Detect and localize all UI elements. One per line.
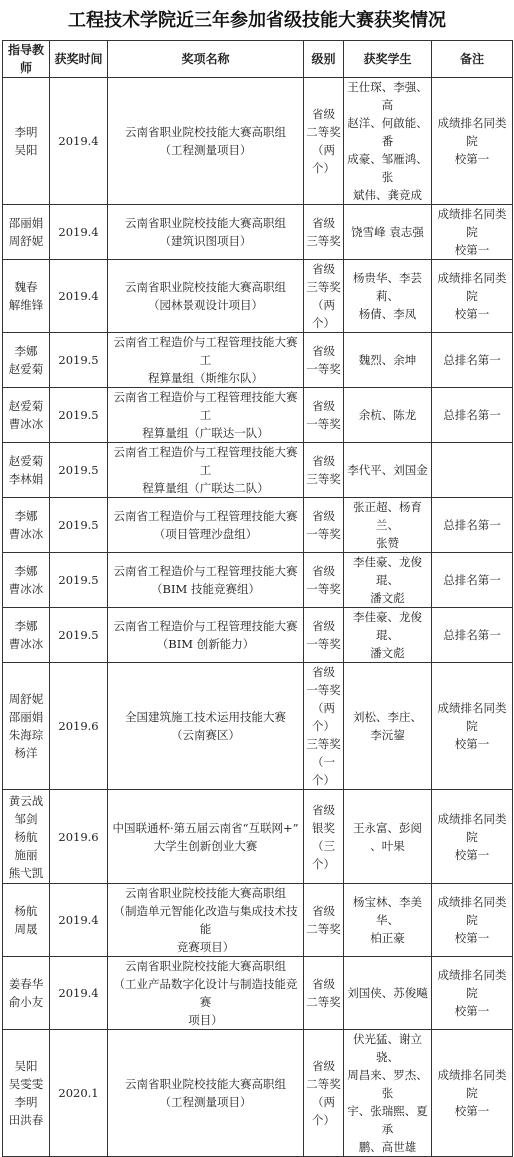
date-cell: 2019.5 (50, 443, 108, 498)
header-award: 奖项名称 (108, 41, 304, 78)
students-cell: 李佳豪、龙俊琨、 潘文彪 (344, 553, 432, 608)
date-cell: 2020.1 (50, 1030, 108, 1157)
teacher-cell: 李娜 曹冰冰 (3, 608, 50, 663)
students-cell: 刘松、李庄、 李沅鋆 (344, 663, 432, 790)
header-row (3, 41, 513, 78)
table-row (3, 884, 513, 957)
note-cell: 成绩排名同类院 校第一 (432, 884, 513, 957)
students-cell: 张正超、杨育兰、 张赞 (344, 498, 432, 553)
date-cell: 2019.4 (50, 78, 108, 205)
date-cell: 2019.5 (50, 333, 108, 388)
award-cell: 云南省工程造价与工程管理技能大赛工 程算量组（广联达一队） (108, 388, 304, 443)
students-cell: 伏光猛、谢立骁、 周昌来、罗杰、张 宇、张瑞熙、夏承 鹏、高世雄 (344, 1030, 432, 1157)
award-cell: 云南省职业院校技能大赛高职组 （工业产品数字化设计与制造技能竞赛 项目） (108, 957, 304, 1030)
note-cell: 成绩排名同类院 校第一 (432, 78, 513, 205)
date-cell: 2019.4 (50, 205, 108, 260)
date-cell: 2019.4 (50, 957, 108, 1030)
students-cell: 杨宝林、李美华、 柏正豪 (344, 884, 432, 957)
teacher-cell: 魏春 解维锋 (3, 260, 50, 333)
note-cell: 总排名第一 (432, 388, 513, 443)
note-cell: 总排名第一 (432, 553, 513, 608)
table-row (3, 553, 513, 608)
level-cell: 省级 一等奖 (304, 553, 344, 608)
award-cell: 云南省工程造价与工程管理技能大赛工 程算量组（斯维尔队） (108, 333, 304, 388)
note-cell: 成绩排名同类院 校第一 (432, 260, 513, 333)
level-cell: 省级 一等奖 (304, 388, 344, 443)
teacher-cell: 赵爱菊 李林娟 (3, 443, 50, 498)
level-cell: 省级 一等奖 （两个） 三等奖 （一个） (304, 663, 344, 790)
date-cell: 2019.5 (50, 608, 108, 663)
header-students: 获奖学生 (344, 41, 432, 78)
award-cell: 云南省工程造价与工程管理技能大赛工 程算量组（广联达二队） (108, 443, 304, 498)
date-cell: 2019.5 (50, 498, 108, 553)
level-cell: 省级 二等奖 （两个） (304, 78, 344, 205)
teacher-cell: 黄云战 邹剑 杨航 施丽 熊弋凯 (3, 790, 50, 884)
level-cell: 省级 银奖 （三个） (304, 790, 344, 884)
teacher-cell: 李娜 曹冰冰 (3, 553, 50, 608)
level-cell: 省级 二等奖 （两个） (304, 1030, 344, 1157)
teacher-cell: 李娜 曹冰冰 (3, 498, 50, 553)
table-row (3, 663, 513, 790)
date-cell: 2019.4 (50, 260, 108, 333)
note-cell: 成绩排名同类院 校第一 (432, 1030, 513, 1157)
note-cell (432, 443, 513, 498)
level-cell: 省级 三等奖 (304, 205, 344, 260)
award-cell: 全国建筑施工技术运用技能大赛 （云南赛区） (108, 663, 304, 790)
note-cell: 总排名第一 (432, 333, 513, 388)
award-cell: 云南省职业院校技能大赛高职组 （园林景观设计项目） (108, 260, 304, 333)
date-cell: 2019.4 (50, 884, 108, 957)
level-cell: 省级 三等奖 (304, 443, 344, 498)
header-teacher: 指导教师 (3, 41, 50, 78)
students-cell: 魏烈、余坤 (344, 333, 432, 388)
note-cell: 成绩排名同类院 校第一 (432, 663, 513, 790)
level-cell: 省级 一等奖 (304, 498, 344, 553)
award-cell: 云南省工程造价与工程管理技能大赛 （BIM 技能竞赛组） (108, 553, 304, 608)
note-cell: 总排名第一 (432, 498, 513, 553)
award-cell: 云南省职业院校技能大赛高职组 （建筑识图项目） (108, 205, 304, 260)
teacher-cell: 姜春华 俞小友 (3, 957, 50, 1030)
note-cell: 成绩排名同类院 校第一 (432, 205, 513, 260)
table-row (3, 260, 513, 333)
date-cell: 2019.6 (50, 790, 108, 884)
note-cell: 成绩排名同类院 校第一 (432, 790, 513, 884)
award-cell: 云南省职业院校技能大赛高职组 （工程测量项目） (108, 78, 304, 205)
note-cell: 成绩排名同类院 校第一 (432, 957, 513, 1030)
level-cell: 省级 一等奖 (304, 333, 344, 388)
award-cell: 云南省工程造价与工程管理技能大赛 （BIM 创新能力） (108, 608, 304, 663)
page-title: 工程技术学院近三年参加省级技能大赛获奖情况 (68, 10, 446, 31)
students-cell: 李佳豪、龙俊琨、 潘文彪 (344, 608, 432, 663)
table-row (3, 205, 513, 260)
table-row (3, 608, 513, 663)
teacher-cell: 杨航 周晟 (3, 884, 50, 957)
table-row (3, 78, 513, 205)
date-cell: 2019.5 (50, 553, 108, 608)
table-row (3, 790, 513, 884)
table-row (3, 498, 513, 553)
teacher-cell: 邵丽娟 周舒妮 (3, 205, 50, 260)
teacher-cell: 李明 吴阳 (3, 78, 50, 205)
students-cell: 刘国侠、苏俊飚 (344, 957, 432, 1030)
teacher-cell: 赵爱菊 曹冰冰 (3, 388, 50, 443)
level-cell: 省级 二等奖 (304, 884, 344, 957)
award-cell: 中国联通杯·第五届云南省“互联网+” 大学生创新创业大赛 (108, 790, 304, 884)
students-cell: 杨贵华、李芸莉、 杨倩、李凤 (344, 260, 432, 333)
table-row (3, 957, 513, 1030)
level-cell: 省级 二等奖 (304, 957, 344, 1030)
teacher-cell: 吴阳 吴雯雯 李明 田洪春 (3, 1030, 50, 1157)
table-row (3, 388, 513, 443)
students-cell: 王仕琛、李强、高 赵洋、何啟能、番 成豪、邹雁鸿、张 斌伟、龚竞成 (344, 78, 432, 205)
header-level: 级别 (304, 41, 344, 78)
awards-table (2, 40, 513, 1157)
students-cell: 饶雪峰 袁志强 (344, 205, 432, 260)
students-cell: 李代平、刘国金 (344, 443, 432, 498)
students-cell: 余杭、陈龙 (344, 388, 432, 443)
teacher-cell: 李娜 赵爱菊 (3, 333, 50, 388)
teacher-cell: 周舒妮 邵丽娟 朱海琮 杨洋 (3, 663, 50, 790)
table-row (3, 443, 513, 498)
students-cell: 王永富、彭阅 、叶果 (344, 790, 432, 884)
date-cell: 2019.5 (50, 388, 108, 443)
note-cell: 总排名第一 (432, 608, 513, 663)
award-cell: 云南省职业院校技能大赛高职组 （制造单元智能化改造与集成技术技能 竞赛项目） (108, 884, 304, 957)
award-cell: 云南省工程造价与工程管理技能大赛 （项目管理沙盘组） (108, 498, 304, 553)
award-cell: 云南省职业院校技能大赛高职组 （工程测量项目） (108, 1030, 304, 1157)
date-cell: 2019.6 (50, 663, 108, 790)
level-cell: 省级 一等奖 (304, 608, 344, 663)
level-cell: 省级 三等奖 （两个） (304, 260, 344, 333)
table-row (3, 1030, 513, 1157)
table-row (3, 333, 513, 388)
header-date: 获奖时间 (50, 41, 108, 78)
header-note: 备注 (432, 41, 513, 78)
